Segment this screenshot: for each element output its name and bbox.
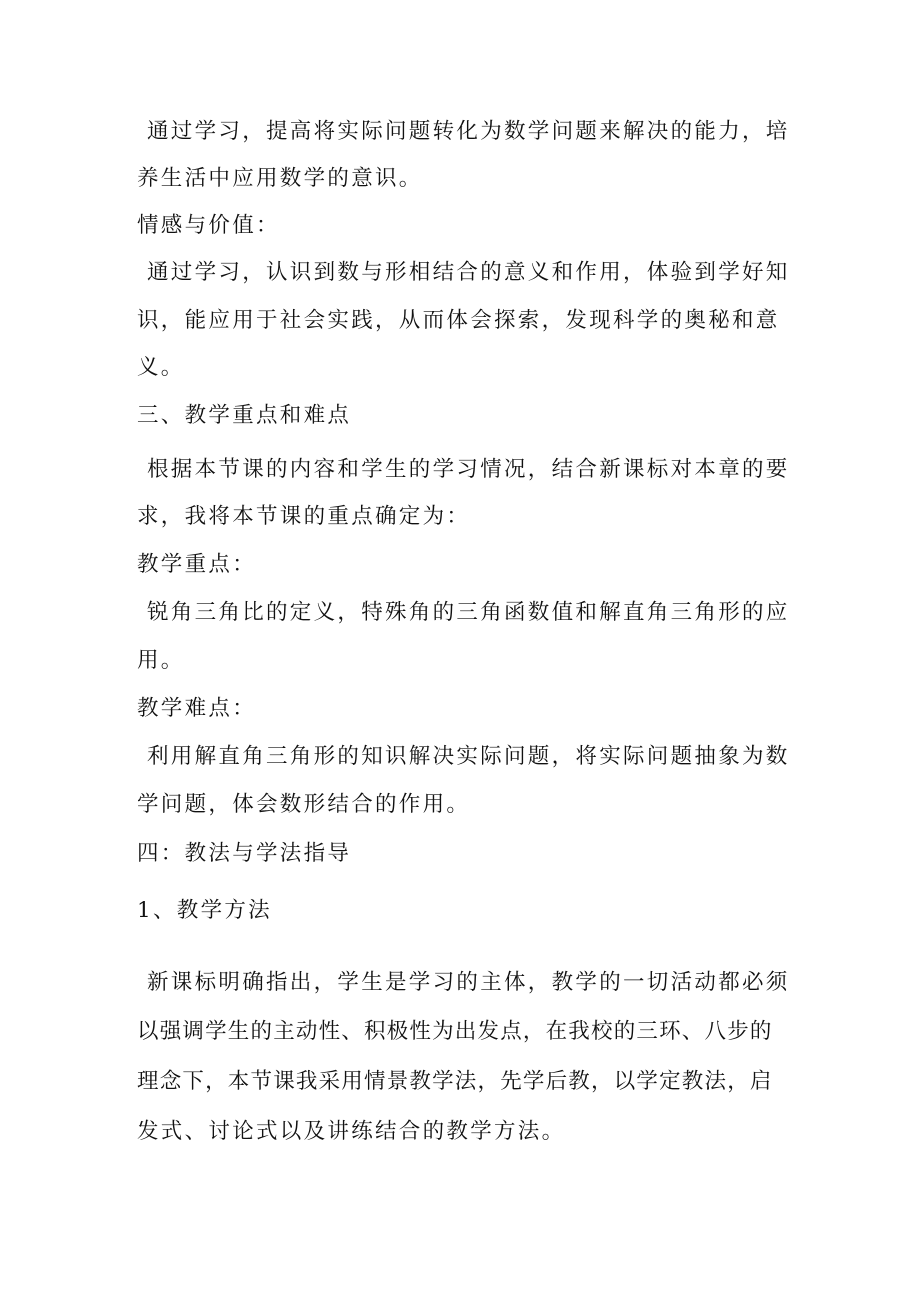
heading-key-points: 教学重点： [137, 552, 257, 577]
paragraph-4-line-2: 用。 [137, 648, 185, 673]
paragraph-6-line-1: 新课标明确指出，学生是学习的主体，教学的一切活动都必须 [147, 970, 790, 995]
paragraph-6-line-2: 以强调学生的主动性、积极性为出发点，在我校的三环、八步的 [137, 1019, 773, 1044]
paragraph-4-line-1: 锐角三角比的定义，特殊角的三角函数值和解直角三角形的应 [147, 600, 790, 625]
heading-emotion-value: 情感与价值： [137, 213, 280, 238]
heading-difficult-points: 教学难点： [137, 696, 257, 721]
paragraph-5-line-1: 利用解直角三角形的知识解决实际问题，将实际问题抽象为数 [147, 744, 790, 769]
paragraph-6-line-3: 理念下，本节课我采用情景教学法，先学后教，以学定教法，启 [137, 1069, 773, 1094]
paragraph-6-line-4: 发式、讨论式以及讲练结合的教学方法。 [137, 1119, 566, 1144]
paragraph-1-line-1: 通过学习，提高将实际问题转化为数学问题来解决的能力，培 [147, 119, 790, 144]
paragraph-1-line-2: 养生活中应用数学的意识。 [137, 166, 423, 191]
paragraph-3-line-1: 根据本节课的内容和学生的学习情况，结合新课标对本章的要 [147, 457, 790, 482]
subsection-1-title: 1、教学方法 [137, 898, 272, 923]
paragraph-2-line-2: 识，能应用于社会实践，从而体会探索，发现科学的奥秘和意 [137, 308, 780, 333]
paragraph-5-line-2: 学问题，体会数形结合的作用。 [137, 792, 471, 817]
section-4-title: 四：教法与学法指导 [137, 841, 352, 866]
paragraph-2-line-3: 义。 [137, 355, 185, 380]
paragraph-3-line-2: 求，我将本节课的重点确定为： [137, 504, 471, 529]
section-3-title: 三、教学重点和难点 [137, 403, 352, 428]
paragraph-2-line-1: 通过学习，认识到数与形相结合的意义和作用，体验到学好知 [147, 260, 790, 285]
